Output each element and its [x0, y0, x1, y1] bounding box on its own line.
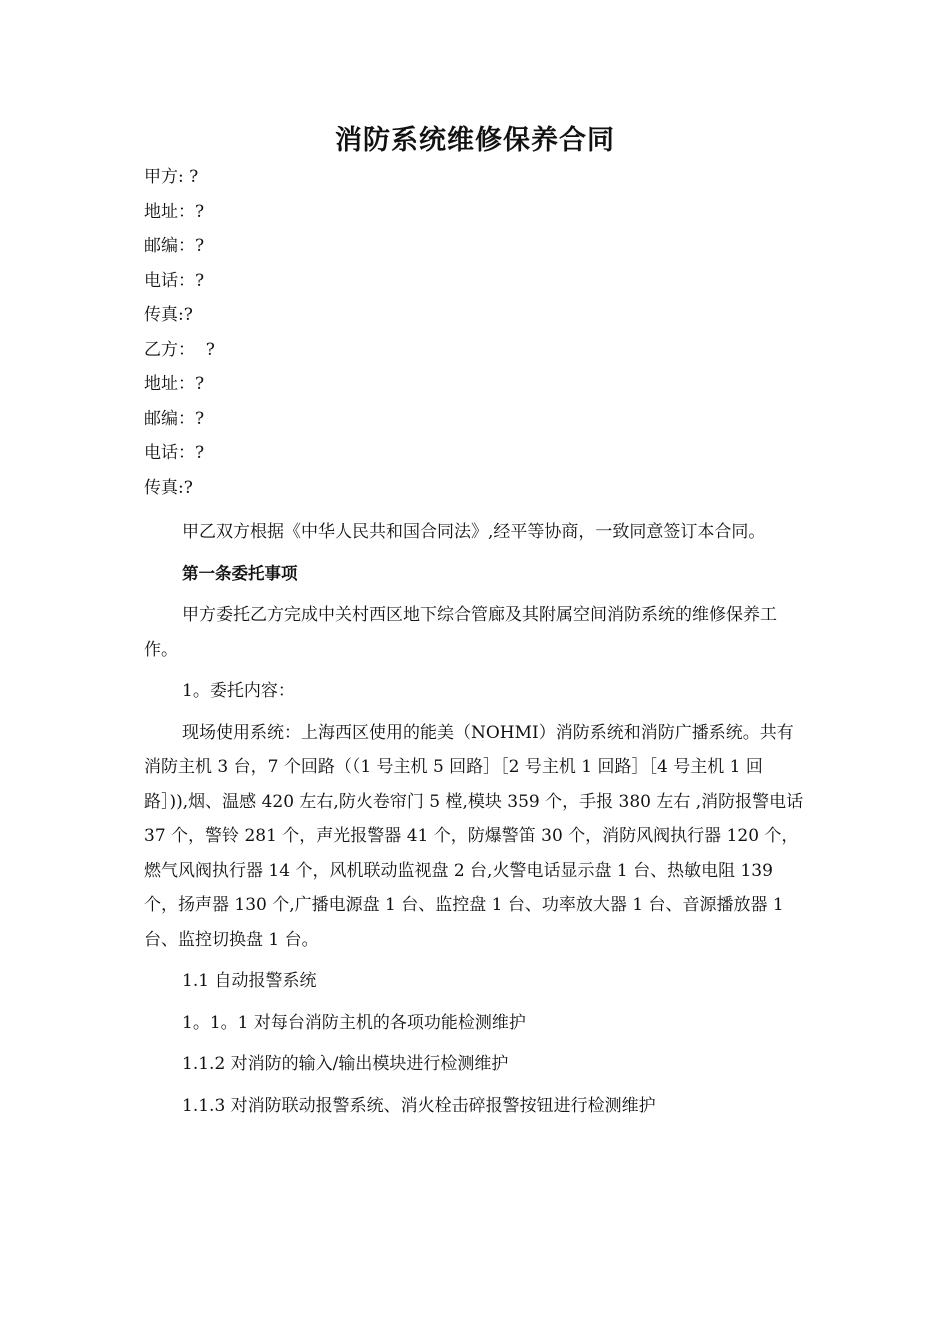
article-1-heading: 第一条委托事项: [182, 563, 298, 583]
section-1-1-1: 1。1。1 对每台消防主机的各项功能检测维护: [182, 1012, 526, 1033]
party-a-name: 甲方: ?: [144, 167, 199, 187]
item-1-paragraph: 现场使用系统：上海西区使用的能美（NOHMI）消防系统和消防广播系统。共有消防主机 3 台，7 个回路（（1 号主机 5 回路］［2 号主机 1 回路］［4 号主机 1 回路］)),烟、温感 420 左右,防火卷帘门 5 樘,模块 359 个，手报 380 左右 ,消防报警电话 37 个，警铃 281 个，声光报警器 41 个，防爆警笛 30 个，消防风阀执行器 120 个，燃气风阀执行器 14 个，风机联动监视盘 2 台,火警电话显示盘 1 台、热敏电阻 139 个，扬声器 130 个,广播电源盘 1 台、监控盘 1 台、功率放大器 1 台、音源播放器 1 台、监控切换盘 1 台。: [144, 722, 804, 950]
party-b-postcode: 邮编：?: [144, 408, 205, 429]
section-1-1-2: 1.1.2 对消防的输入/输出模块进行检测维护: [182, 1054, 509, 1074]
party-a-postcode: 邮编：?: [144, 236, 205, 256]
party-b-address: 地址：?: [144, 374, 205, 394]
article-1-paragraph: 甲方委托乙方完成中关村西区地下综合管廊及其附属空间消防系统的维修保养工作。: [144, 605, 777, 660]
party-a-phone: 电话：?: [144, 270, 205, 291]
section-1-1: 1.1 自动报警系统: [182, 971, 317, 991]
contract-body: [144, 515, 806, 1123]
item-1-label: 1。委托内容：: [182, 681, 295, 701]
party-b-phone: 电话：?: [144, 443, 205, 463]
party-a-address: 地址：?: [144, 201, 205, 222]
party-b-name: 乙方： ?: [144, 339, 215, 360]
intro-paragraph: 甲乙双方根据《中华人民共和国合同法》,经平等协商，一致同意签订本合同。: [182, 522, 766, 542]
party-b-fax: 传真:?: [144, 477, 193, 498]
section-1-1-3: 1.1.3 对消防联动报警系统、消火栓击碎报警按钮进行检测维护: [182, 1095, 656, 1116]
document-title: 消防系统维修保养合同: [335, 125, 615, 156]
party-info: [144, 163, 804, 508]
party-a-fax: 传真:?: [144, 305, 193, 325]
